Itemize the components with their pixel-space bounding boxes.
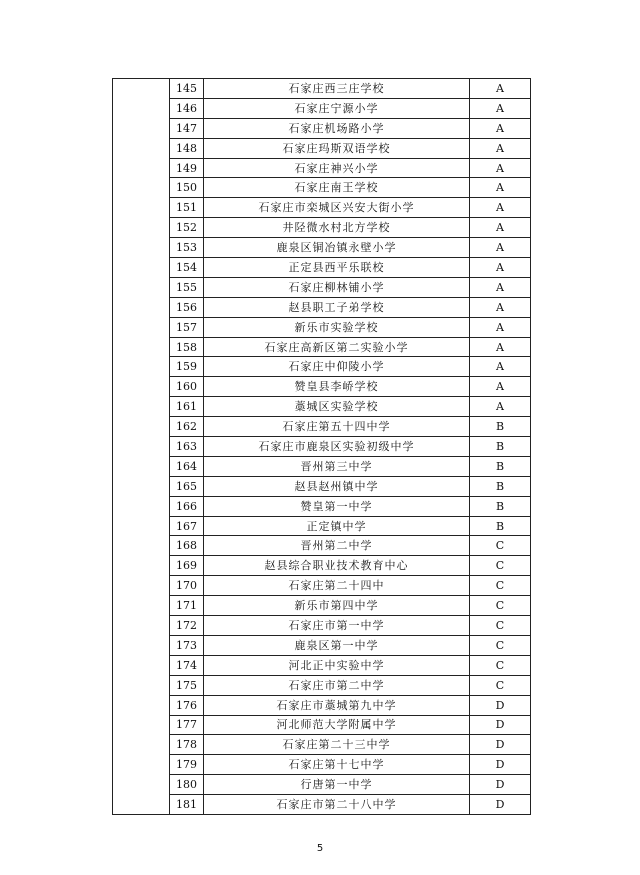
table-row [113,118,531,138]
school-name-cell: 行唐第一中学 [204,775,470,795]
table-row [113,596,531,616]
school-name-cell: 赵县综合职业技术教育中心 [204,556,470,576]
school-name-cell: 石家庄南王学校 [204,178,470,198]
table-row [113,158,531,178]
table-row [113,317,531,337]
table-row [113,377,531,397]
row-number-cell: 172 [170,616,204,636]
row-number-cell: 178 [170,735,204,755]
grade-cell: C [470,616,531,636]
grade-cell: A [470,118,531,138]
row-number-cell: 173 [170,635,204,655]
table-row [113,98,531,118]
row-number-cell: 154 [170,258,204,278]
table-row [113,715,531,735]
school-name-cell: 石家庄市栾城区兴安大街小学 [204,198,470,218]
row-number-cell: 148 [170,138,204,158]
school-name-cell: 石家庄市第一中学 [204,616,470,636]
school-name-cell: 晋州第三中学 [204,456,470,476]
school-rating-table-container [112,78,526,815]
row-number-cell: 174 [170,655,204,675]
table-row [113,238,531,258]
grade-cell: B [470,496,531,516]
table-row [113,198,531,218]
table-row [113,576,531,596]
row-number-cell: 165 [170,476,204,496]
row-number-cell: 156 [170,297,204,317]
grade-cell: A [470,317,531,337]
table-row [113,297,531,317]
grade-cell: A [470,337,531,357]
school-name-cell: 石家庄神兴小学 [204,158,470,178]
table-row [113,775,531,795]
school-name-cell: 赞皇县李峤学校 [204,377,470,397]
table-row [113,79,531,99]
school-name-cell: 河北正中实验中学 [204,655,470,675]
table-row [113,397,531,417]
grade-cell: D [470,775,531,795]
school-name-cell: 石家庄第二十四中 [204,576,470,596]
table-row [113,735,531,755]
school-name-cell: 晋州第二中学 [204,536,470,556]
school-name-cell: 石家庄第二十三中学 [204,735,470,755]
grade-cell: B [470,437,531,457]
row-number-cell: 166 [170,496,204,516]
row-number-cell: 169 [170,556,204,576]
school-name-cell: 石家庄西三庄学校 [204,79,470,99]
page-number: 5 [316,843,324,854]
table-row [113,616,531,636]
row-number-cell: 155 [170,277,204,297]
row-number-cell: 149 [170,158,204,178]
grade-cell: D [470,735,531,755]
row-number-cell: 153 [170,238,204,258]
grade-cell: A [470,258,531,278]
grade-cell: A [470,158,531,178]
grade-cell: D [470,755,531,775]
table-row [113,635,531,655]
table-row [113,755,531,775]
table-row [113,476,531,496]
table-row [113,795,531,815]
school-name-cell: 赵县赵州镇中学 [204,476,470,496]
grade-cell: C [470,536,531,556]
grade-cell: B [470,417,531,437]
table-row [113,516,531,536]
school-name-cell: 石家庄市鹿泉区实验初级中学 [204,437,470,457]
grade-cell: A [470,238,531,258]
school-name-cell: 赵县职工子弟学校 [204,297,470,317]
row-number-cell: 150 [170,178,204,198]
table-row [113,357,531,377]
grade-cell: A [470,198,531,218]
grade-cell: B [470,456,531,476]
table-row [113,337,531,357]
row-number-cell: 146 [170,98,204,118]
row-number-cell: 159 [170,357,204,377]
school-name-cell: 石家庄第十七中学 [204,755,470,775]
row-number-cell: 164 [170,456,204,476]
school-name-cell: 石家庄市藁城第九中学 [204,695,470,715]
table-row [113,675,531,695]
grade-cell: B [470,516,531,536]
school-name-cell: 鹿泉区第一中学 [204,635,470,655]
table-row [113,277,531,297]
school-name-cell: 石家庄高新区第二实验小学 [204,337,470,357]
grade-cell: A [470,357,531,377]
table-row [113,655,531,675]
school-name-cell: 石家庄柳林铺小学 [204,277,470,297]
school-name-cell: 石家庄市第二十八中学 [204,795,470,815]
grade-cell: D [470,695,531,715]
row-number-cell: 171 [170,596,204,616]
school-name-cell: 石家庄市第二中学 [204,675,470,695]
row-number-cell: 168 [170,536,204,556]
school-name-cell: 石家庄中仰陵小学 [204,357,470,377]
grade-cell: A [470,98,531,118]
table-row [113,456,531,476]
row-number-cell: 177 [170,715,204,735]
row-number-cell: 147 [170,118,204,138]
row-number-cell: 152 [170,218,204,238]
grade-cell: C [470,556,531,576]
row-number-cell: 180 [170,775,204,795]
school-name-cell: 赞皇第一中学 [204,496,470,516]
table-body [113,79,531,815]
school-name-cell: 石家庄机场路小学 [204,118,470,138]
school-name-cell: 新乐市第四中学 [204,596,470,616]
grade-cell: A [470,138,531,158]
row-number-cell: 160 [170,377,204,397]
grade-cell: A [470,79,531,99]
school-rating-table [112,78,531,815]
table-row [113,258,531,278]
table-row [113,496,531,516]
grade-cell: D [470,715,531,735]
grade-cell: A [470,178,531,198]
table-row [113,138,531,158]
table-row [113,218,531,238]
school-name-cell: 鹿泉区铜冶镇永壁小学 [204,238,470,258]
row-number-cell: 176 [170,695,204,715]
grade-cell: A [470,377,531,397]
table-row [113,178,531,198]
row-number-cell: 158 [170,337,204,357]
row-number-cell: 163 [170,437,204,457]
row-number-cell: 181 [170,795,204,815]
grade-cell: B [470,476,531,496]
grade-cell: A [470,218,531,238]
school-name-cell: 正定县西平乐联校 [204,258,470,278]
school-name-cell: 河北师范大学附属中学 [204,715,470,735]
school-name-cell: 石家庄第五十四中学 [204,417,470,437]
grade-cell: A [470,297,531,317]
school-name-cell: 石家庄玛斯双语学校 [204,138,470,158]
grade-cell: C [470,655,531,675]
grade-cell: C [470,576,531,596]
grade-cell: C [470,675,531,695]
row-number-cell: 145 [170,79,204,99]
school-name-cell: 石家庄宁源小学 [204,98,470,118]
row-number-cell: 162 [170,417,204,437]
row-number-cell: 179 [170,755,204,775]
school-name-cell: 新乐市实验学校 [204,317,470,337]
row-number-cell: 157 [170,317,204,337]
table-row [113,695,531,715]
row-number-cell: 175 [170,675,204,695]
grade-cell: A [470,277,531,297]
table-row [113,437,531,457]
grade-cell: A [470,397,531,417]
row-number-cell: 161 [170,397,204,417]
row-number-cell: 170 [170,576,204,596]
school-name-cell: 井陉微水村北方学校 [204,218,470,238]
grade-cell: C [470,596,531,616]
school-name-cell: 藁城区实验学校 [204,397,470,417]
school-name-cell: 正定镇中学 [204,516,470,536]
row-number-cell: 151 [170,198,204,218]
merged-category-cell [113,79,170,815]
table-row [113,417,531,437]
table-row [113,536,531,556]
grade-cell: C [470,635,531,655]
row-number-cell: 167 [170,516,204,536]
table-row [113,556,531,576]
grade-cell: D [470,795,531,815]
